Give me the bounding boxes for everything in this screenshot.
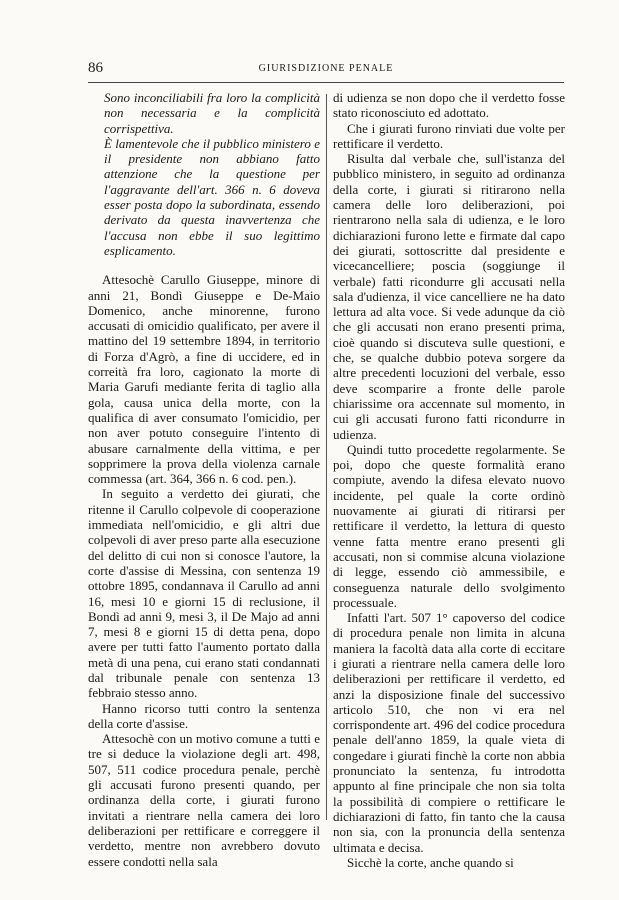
page-number: 86 xyxy=(88,60,103,76)
headnote-paragraph: Sono inconciliabili fra loro la complicità non necessaria e la complicità corrispettiva. xyxy=(104,90,320,136)
left-column xyxy=(88,90,320,869)
body-paragraph: Risulta dal verbale che, sull'istanza del pubblico ministero, in seguito ad ordinanza della corte, i giurati si ritirarono nella camera delle loro deliberazioni, poi rientrarono nella sala di udienza, e le loro dichiarazioni furono lette e firmate dal capo dei giurati, sottoscritte dal presidente e vicecancelliere; poscia (soggiunge il verbale) fatti ricondurre gli accusati nella sala d'udienza, il vice cancelliere ne ha dato lettura ad alta voce. Si vede adunque da ciò che gli accusati non erano presenti prima, cioè quando si discuteva sulle questioni, e che, se qualche dubbio poteva sorgere da altre precedenti locuzioni del verbale, esso deve scomparire a fronte delle parole chiarissime ora accennate sul momento, in cui gli accusati furono fatti ricondurre in udienza. xyxy=(333,151,565,442)
body-paragraph: Attesochè Carullo Giuseppe, minore di anni 21, Bondì Giuseppe e De-Maio Domenico, anche minorenne, furono accusati di omicidio qualificato, per avere il mattino del 19 settembre 1894, in territorio di Forza d'Agrò, a fine di uccidere, ed in correità fra loro, cagionato la morte di Maria Garufi mediante ferita di taglio alla gola, causa unica della morte, con la qualifica di aver consumato l'omicidio, per non aver potuto conseguire l'intento di abusare carnalmente della vittima, e per sopprimere la prova della violenza carnale commessa (art. 364, 366 n. 6 cod. pen.). xyxy=(88,272,320,487)
body-paragraph: Hanno ricorso tutti contro la sentenza della corte d'assise. xyxy=(88,700,320,731)
body-paragraph: Attesochè con un motivo comune a tutti e tre si deduce la violazione degli art. 498, 507, 511 codice procedura penale, perchè gli accusati furono presenti quando, per ordinanza della corte, i giurati furono invitati a rientrare nella camera dei loro deliberazioni per rettificare e correggere il verdetto, mentre non avrebbero dovuto essere condotti nella sala xyxy=(88,731,320,869)
headnote xyxy=(88,90,320,258)
header-rule xyxy=(88,82,564,83)
body-paragraph: Quindi tutto procedette regolarmente. Se poi, dopo che queste formalità erano compiute, avendo la difesa elevato nuovo incidente, pel quale la corte ordinò nuovamente ai giurati di ritirarsi per rettificare il verdetto, la lettura di questo venne fatta mentre erano presenti gli accusati, non si commise alcuna violazione di legge, essendo ciò ammessibile, e conseguenza naturale dello svolgimento processuale. xyxy=(333,441,565,610)
spacer xyxy=(88,258,320,272)
body-paragraph: Infatti l'art. 507 1° capoverso del codice di procedura penale non limita in alcuna maniera la facoltà data alla corte di eccitare i giurati a rientrare nella camera delle loro deliberazioni per rettificare il verdetto, ed anzi la disposizione finale del successivo articolo 510, che non vi era nel corrispondente art. 496 del codice procedura penale dell'anno 1859, la quale vieta di congedare i giurati finchè la corte non abbia pronunciato la sentenza, fu introdotta appunto al fine principale che non sia tolta la possibilità di compiere o rettificare le dichiarazioni di fatto, fin tanto che la causa non sia, con la pronuncia della sentenza ultimata e decisa. xyxy=(333,610,565,855)
right-column xyxy=(333,90,565,870)
body-paragraph: Sicchè la corte, anche quando si xyxy=(347,854,514,870)
body-paragraph: di udienza se non dopo che il verdetto fosse stato riconosciuto ed adottato. xyxy=(333,90,565,121)
headnote-paragraph: È lamentevole che il pubblico ministero e il presidente non abbiano fatto attenzione che la questione per l'aggravante dell'art. 366 n. 6 doveva esser posta dopo la subordinata, essendo derivato da questa inavvertenza che l'accusa non ebbe il suo legittimo esplicamento. xyxy=(104,135,320,258)
body-paragraph: In seguito a verdetto dei giurati, che ritenne il Carullo colpevole di cooperazione immediata nell'omicidio, e gli altri due colpevoli di aver preso parte alla esecuzione del delitto di cui non si conosce l'autore, la corte d'assise di Messina, con sentenza 19 ottobre 1895, condannava il Carullo ad anni 16, mesi 10 e giorni 15 di reclusione, il Bondì ad anni 9, mesi 3, il De Majo ad anni 7, mesi 8 e giorni 15 di detta pena, dopo avere per tutti fatto l'aumento portato dalla metà di una pena, cui erano stati condannati dal tribunale penale con sentenza 13 febbraio stesso anno. xyxy=(88,486,320,701)
page-header xyxy=(88,60,564,80)
body-paragraph: Che i giurati furono rinviati due volte per rettificare il verdetto. xyxy=(333,120,565,151)
running-head: GIURISDIZIONE PENALE xyxy=(258,63,394,74)
column-divider xyxy=(326,94,327,820)
